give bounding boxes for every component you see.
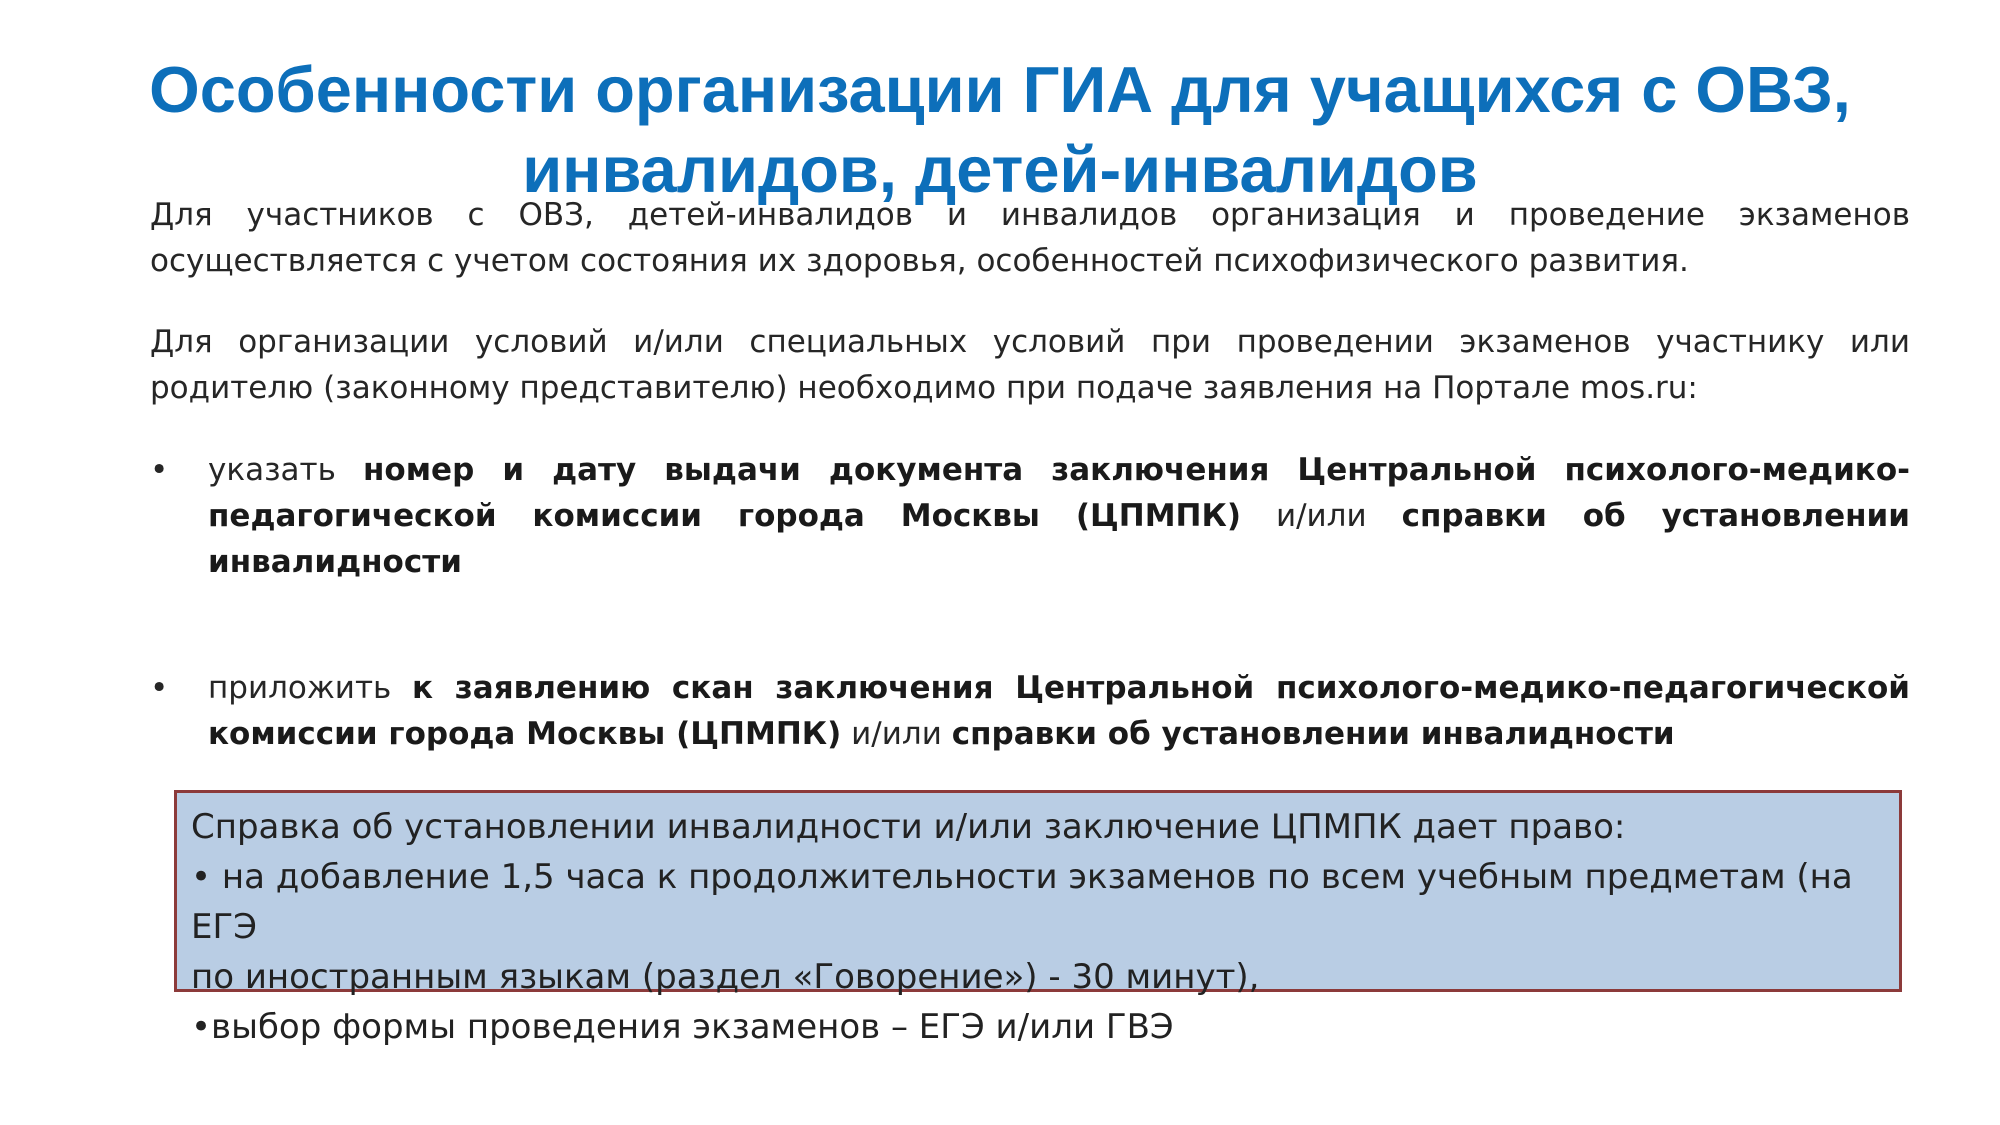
rights-box-item-extra-time: • на добавление 1,5 часа к продолжительности экзаменов по всем учебным предметам (на ЕГЭ	[191, 857, 1853, 947]
bullet-bold-text: номер и дату выдачи документа заключения Центральной психолого-медико-педагогической комиссии города Москвы (ЦПМПК)	[208, 452, 1911, 534]
rights-box-item-extra-time-cont: по иностранным языкам (раздел «Говорение») - 30 минут),	[191, 957, 1260, 997]
bullet-text: приложить	[208, 670, 413, 706]
bullet-bold-text: справки об установлении инвалидности	[208, 498, 1910, 580]
bullet-text: и/или	[1241, 498, 1402, 534]
bullet-list	[150, 447, 1910, 757]
bullet-bold-text: к заявлению скан заключения Центральной психолого-медико-педагогической комиссии города Москвы (ЦПМПК)	[208, 670, 1910, 752]
rights-info-box	[174, 790, 1902, 1047]
intro-paragraph: Для участников с ОВЗ, детей-инвалидов и инвалидов организация и проведение экзаменов осуществляется с учетом состояния их здоровья, особенностей психофизического развития.	[150, 197, 1910, 279]
rights-box-heading: Справка об установлении инвалидности и/или заключение ЦПМПК дает право:	[191, 807, 1626, 847]
slide-body	[150, 192, 1910, 757]
bullet-icon: •	[150, 452, 169, 488]
slide-title	[60, 50, 1940, 210]
bullet-icon: •	[150, 670, 169, 706]
rights-box-item-exam-form: •выбор формы проведения экзаменов – ЕГЭ и/или ГВЭ	[191, 1007, 1174, 1047]
bullet-text: и/или	[841, 716, 952, 752]
bullet-item-attach	[150, 665, 1910, 757]
bullet-text: указать	[208, 452, 363, 488]
conditions-paragraph: Для организации условий и/или специальных условий при проведении экзаменов участнику или родителю (законному представителю) необходимо при подаче заявления на Портале mos.ru:	[150, 324, 1910, 406]
bullet-bold-text: справки об установлении инвалидности	[951, 716, 1675, 752]
slide-title-line-2: инвалидов, детей-инвалидов	[522, 132, 1478, 206]
bullet-item-indicate	[150, 447, 1910, 585]
slide-title-line-1: Особенности организации ГИА для учащихся с ОВЗ,	[149, 52, 1851, 126]
